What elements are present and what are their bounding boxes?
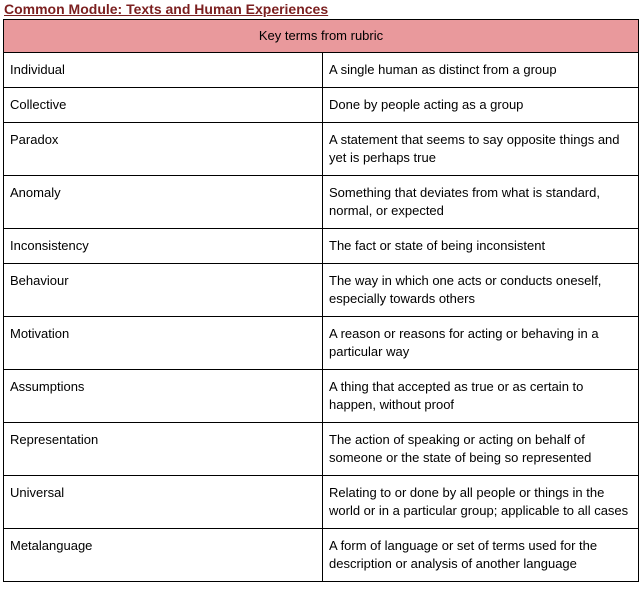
term-cell: Motivation	[4, 317, 323, 370]
term-cell: Assumptions	[4, 370, 323, 423]
definition-cell: Something that deviates from what is standard, normal, or expected	[323, 176, 639, 229]
table-row	[4, 123, 639, 176]
term-cell: Universal	[4, 476, 323, 529]
table-row	[4, 264, 639, 317]
term-cell: Behaviour	[4, 264, 323, 317]
term-cell: Anomaly	[4, 176, 323, 229]
table-header: Key terms from rubric	[4, 20, 639, 53]
definition-cell: A reason or reasons for acting or behaving in a particular way	[323, 317, 639, 370]
table-row	[4, 317, 639, 370]
table-row	[4, 529, 639, 582]
table-row	[4, 88, 639, 123]
term-cell: Paradox	[4, 123, 323, 176]
table-row	[4, 229, 639, 264]
table-row	[4, 476, 639, 529]
definition-cell: A thing that accepted as true or as certain to happen, without proof	[323, 370, 639, 423]
key-terms-table	[3, 19, 639, 582]
definition-cell: A form of language or set of terms used for the description or analysis of another language	[323, 529, 639, 582]
definition-cell: A single human as distinct from a group	[323, 53, 639, 88]
definition-cell: Done by people acting as a group	[323, 88, 639, 123]
term-cell: Collective	[4, 88, 323, 123]
definition-cell: The way in which one acts or conducts oneself, especially towards others	[323, 264, 639, 317]
table-header-row	[4, 20, 639, 53]
table-row	[4, 53, 639, 88]
table-row	[4, 370, 639, 423]
definition-cell: Relating to or done by all people or things in the world or in a particular group; applicable to all cases	[323, 476, 639, 529]
definition-cell: The fact or state of being inconsistent	[323, 229, 639, 264]
term-cell: Inconsistency	[4, 229, 323, 264]
definition-cell: The action of speaking or acting on behalf of someone or the state of being so represented	[323, 423, 639, 476]
table-row	[4, 176, 639, 229]
term-cell: Metalanguage	[4, 529, 323, 582]
table-row	[4, 423, 639, 476]
definition-cell: A statement that seems to say opposite things and yet is perhaps true	[323, 123, 639, 176]
document-title: Common Module: Texts and Human Experiences	[4, 1, 329, 17]
term-cell: Representation	[4, 423, 323, 476]
term-cell: Individual	[4, 53, 323, 88]
